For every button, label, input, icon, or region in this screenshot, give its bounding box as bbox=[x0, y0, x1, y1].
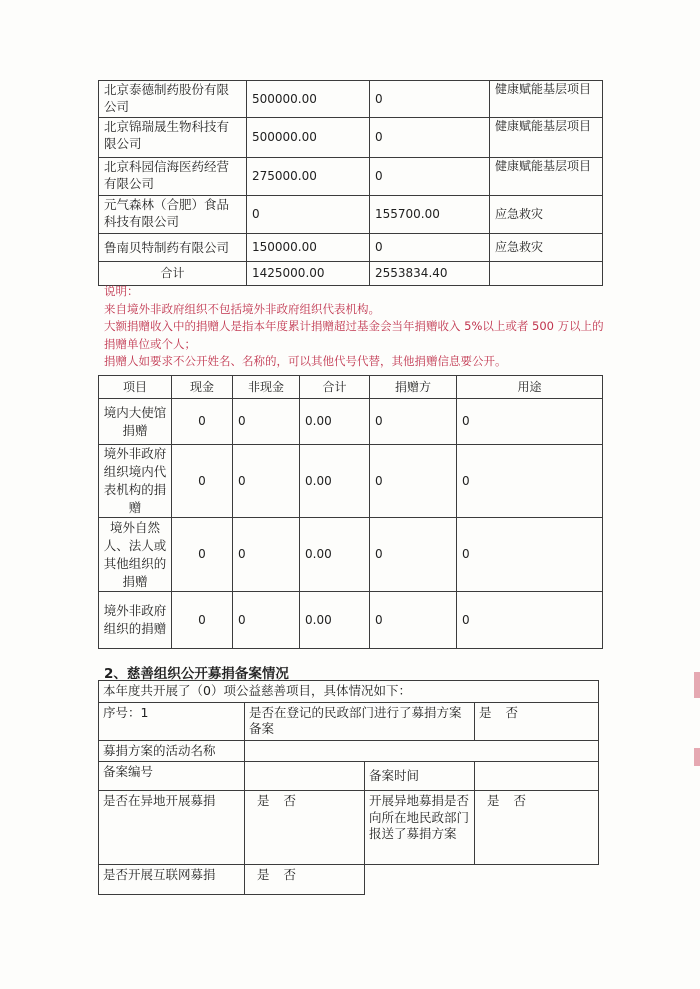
foreign-donation-table bbox=[98, 375, 603, 649]
column-header: 用途 bbox=[457, 376, 603, 399]
table-row bbox=[99, 518, 603, 592]
total-noncash: 2553834.40 bbox=[370, 262, 490, 286]
purpose-value: 0 bbox=[457, 445, 603, 518]
table-row bbox=[99, 445, 603, 518]
table-row bbox=[99, 681, 599, 703]
table-row bbox=[99, 592, 603, 649]
seal-edge-mark bbox=[694, 748, 700, 766]
table-header-row bbox=[99, 376, 603, 399]
total-value: 0.00 bbox=[300, 445, 370, 518]
column-header: 合计 bbox=[300, 376, 370, 399]
noncash-value: 0 bbox=[370, 158, 490, 196]
noncash-value: 155700.00 bbox=[370, 196, 490, 234]
cash-value: 500000.00 bbox=[247, 118, 370, 158]
total-value: 0.00 bbox=[300, 518, 370, 592]
donor-table bbox=[98, 80, 603, 286]
item-name: 境外非政府组织的捐赠 bbox=[99, 592, 172, 649]
noncash-value: 0 bbox=[233, 399, 300, 445]
table-row bbox=[99, 399, 603, 445]
cash-value: 275000.00 bbox=[247, 158, 370, 196]
offsite-label: 是否在异地开展募捐 bbox=[99, 791, 245, 865]
cash-value: 0 bbox=[247, 196, 370, 234]
record-time-value bbox=[475, 762, 599, 791]
table-row bbox=[99, 158, 603, 196]
offsite-report-question: 开展异地募捐是否向所在地民政部门报送了募捐方案 bbox=[365, 791, 475, 865]
column-header: 捐赠方 bbox=[370, 376, 457, 399]
table-row bbox=[99, 118, 603, 158]
table-row bbox=[99, 865, 599, 895]
donor-name: 北京锦瑞晟生物科技有限公司 bbox=[99, 118, 247, 158]
fundraising-record-table bbox=[98, 680, 599, 895]
column-header: 现金 bbox=[172, 376, 233, 399]
total-label: 合计 bbox=[99, 262, 247, 286]
donor-name: 北京科园信海医药经营有限公司 bbox=[99, 158, 247, 196]
table-row bbox=[99, 762, 599, 791]
table-row bbox=[99, 196, 603, 234]
cash-value: 0 bbox=[172, 592, 233, 649]
notes-line: 大额捐赠收入中的捐赠人是指本年度累计捐赠超过基金会当年捐赠收入 5%以上或者 500 万以上的捐赠单位或个人； bbox=[104, 319, 604, 351]
total-value: 0.00 bbox=[300, 592, 370, 649]
cash-value: 0 bbox=[172, 445, 233, 518]
offsite-answer: 是 否 bbox=[245, 791, 365, 865]
donor-value: 0 bbox=[370, 592, 457, 649]
notes-line: 来自境外非政府组织不包括境外非政府组织代表机构。 bbox=[104, 301, 380, 316]
donor-name: 元气森林（合肥）食品科技有限公司 bbox=[99, 196, 247, 234]
serial-label: 序号：1 bbox=[99, 702, 245, 740]
purpose-value: 0 bbox=[457, 518, 603, 592]
noncash-value: 0 bbox=[370, 118, 490, 158]
total-value: 0.00 bbox=[300, 399, 370, 445]
total-purpose bbox=[490, 262, 603, 286]
offsite-report-answer: 是 否 bbox=[475, 791, 599, 865]
noncash-value: 0 bbox=[370, 234, 490, 262]
cash-value: 0 bbox=[172, 518, 233, 592]
activity-name-label: 募捐方案的活动名称 bbox=[99, 740, 245, 762]
total-row bbox=[99, 262, 603, 286]
table-row bbox=[99, 740, 599, 762]
purpose-value: 0 bbox=[457, 399, 603, 445]
record-time-label: 备案时间 bbox=[365, 762, 475, 791]
registered-answer: 是 否 bbox=[475, 702, 599, 740]
purpose-value: 应急救灾 bbox=[490, 196, 603, 234]
table-row bbox=[99, 702, 599, 740]
item-name: 境外非政府组织境内代表机构的捐赠 bbox=[99, 445, 172, 518]
cash-value: 0 bbox=[172, 399, 233, 445]
record-no-label: 备案编号 bbox=[99, 762, 245, 791]
purpose-value: 0 bbox=[457, 592, 603, 649]
purpose-value: 健康赋能基层项目 bbox=[490, 158, 603, 196]
record-no-value bbox=[245, 762, 365, 791]
total-cash: 1425000.00 bbox=[247, 262, 370, 286]
purpose-value: 健康赋能基层项目 bbox=[490, 118, 603, 158]
seal-edge-mark bbox=[694, 672, 700, 698]
donor-name: 鲁南贝特制药有限公司 bbox=[99, 234, 247, 262]
cash-value: 500000.00 bbox=[247, 81, 370, 118]
activity-name-value bbox=[245, 740, 599, 762]
column-header: 非现金 bbox=[233, 376, 300, 399]
noncash-value: 0 bbox=[370, 81, 490, 118]
summary-text: 本年度共开展了（0）项公益慈善项目，具体情况如下： bbox=[99, 681, 599, 703]
column-header: 项目 bbox=[99, 376, 172, 399]
notes-line: 捐赠人如要求不公开姓名、名称的，可以其他代号代替，其他捐赠信息要公开。 bbox=[104, 354, 507, 368]
online-label: 是否开展互联网募捐 bbox=[99, 865, 245, 895]
purpose-value: 应急救灾 bbox=[490, 234, 603, 262]
table-row bbox=[99, 81, 603, 118]
section-title: 2、慈善组织公开募捐备案情况 bbox=[104, 666, 289, 682]
donor-value: 0 bbox=[370, 399, 457, 445]
registered-question: 是否在登记的民政部门进行了募捐方案备案 bbox=[245, 702, 475, 740]
noncash-value: 0 bbox=[233, 592, 300, 649]
item-name: 境内大使馆捐赠 bbox=[99, 399, 172, 445]
notes-heading: 说明： bbox=[104, 284, 139, 298]
item-name: 境外自然人、法人或其他组织的捐赠 bbox=[99, 518, 172, 592]
online-answer: 是 否 bbox=[245, 865, 365, 895]
donor-value: 0 bbox=[370, 518, 457, 592]
table-row bbox=[99, 234, 603, 262]
noncash-value: 0 bbox=[233, 445, 300, 518]
cash-value: 150000.00 bbox=[247, 234, 370, 262]
table-row bbox=[99, 791, 599, 865]
empty-cell bbox=[365, 865, 599, 895]
purpose-value: 健康赋能基层项目 bbox=[490, 81, 603, 118]
donor-value: 0 bbox=[370, 445, 457, 518]
notes bbox=[104, 283, 604, 371]
noncash-value: 0 bbox=[233, 518, 300, 592]
donor-name: 北京泰德制药股份有限公司 bbox=[99, 81, 247, 118]
